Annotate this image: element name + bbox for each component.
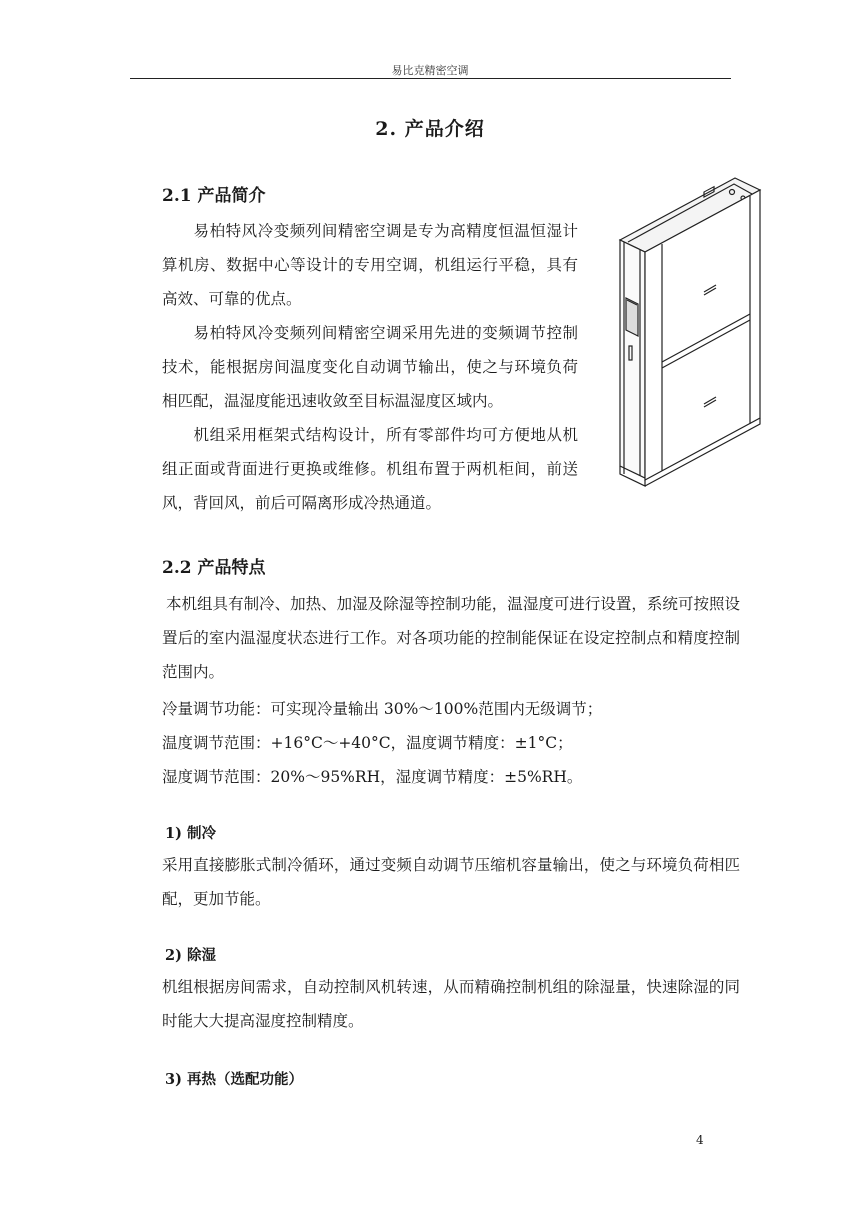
page-number: 4: [696, 1133, 704, 1147]
intro-paragraph-3-text: 机组采用框架式结构设计，所有零部件均可方便地从机组正面或背面进行更换或维修。机组布置于两机柜间，前送风，背回风，前后可隔离形成冷热通道。: [162, 426, 578, 512]
feature-text-dehumidify: 机组根据房间需求，自动控制风机转速，从而精确控制机组的除湿量，快速除湿的同时能大大提高湿度控制精度。: [162, 978, 740, 1030]
features-intro-text: 本机组具有制冷、加热、加湿及除湿等控制功能，温湿度可进行设置，系统可按照设置后的室内温湿度状态进行工作。对各项功能的控制能保证在设定控制点和精度控制范围内。: [162, 595, 740, 681]
feature-heading-cooling: 1) 制冷: [165, 825, 216, 842]
feature-heading-dehumidify: 2) 除湿: [165, 947, 216, 964]
feature-heading-reheat: 3) 再热（选配功能）: [165, 1071, 303, 1088]
intro-paragraph-3: [162, 418, 578, 520]
intro-paragraph-2: [162, 316, 578, 418]
intro-paragraph-1: [162, 214, 578, 316]
air-conditioner-cabinet-illustration: [610, 168, 770, 508]
feature-text-cooling: 采用直接膨胀式制冷循环，通过变频自动调节压缩机容量输出，使之与环境负荷相匹配，更加节能。: [162, 856, 740, 908]
spec-cooling-capacity: 冷量调节功能：可实现冷量输出 30%～100%范围内无级调节；: [162, 700, 603, 718]
page-header: 易比克精密空调: [391, 64, 469, 77]
section-heading-2-2: 2.2 产品特点: [162, 558, 266, 578]
spec-humidity-range: 湿度调节范围：20%～95%RH，湿度调节精度：±5%RH。: [162, 768, 583, 786]
features-intro-paragraph: [162, 587, 740, 689]
section-heading-2-1: 2.1 产品简介: [162, 186, 266, 206]
chapter-title: 2. 产品介绍: [375, 118, 485, 140]
intro-paragraph-1-text: 易柏特风冷变频列间精密空调是专为高精度恒温恒湿计算机房、数据中心等设计的专用空调，机组运行平稳，具有高效、可靠的优点。: [162, 222, 578, 308]
spec-temperature-range: 温度调节范围：+16°C～+40°C，温度调节精度：±1°C；: [162, 734, 573, 752]
intro-paragraph-2-text: 易柏特风冷变频列间精密空调采用先进的变频调节控制技术，能根据房间温度变化自动调节输出，使之与环境负荷相匹配，温湿度能迅速收敛至目标温湿度区域内。: [162, 324, 578, 410]
header-rule: [130, 78, 731, 79]
